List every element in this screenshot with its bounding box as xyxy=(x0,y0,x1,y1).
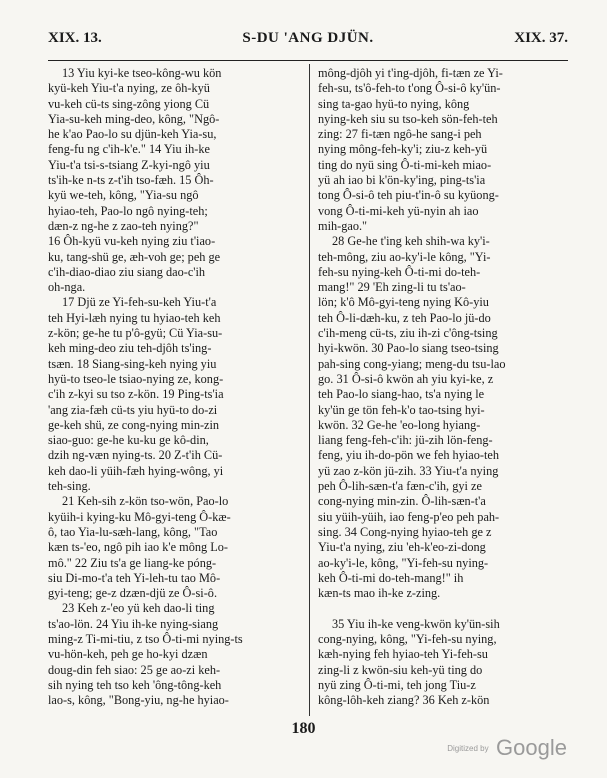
text-line: c'ih z-kyi su tso z-kön. 19 Ping-ts'ia xyxy=(48,387,224,402)
text-line: keh ming-deo ziu teh-djôh ts'ing- xyxy=(48,341,212,356)
text-line: mang!" 29 'Eh zing-li tu ts'ao- xyxy=(318,280,466,295)
text-line: sing. 34 Cong-nying hyiao-teh ge z xyxy=(318,524,492,539)
text-line: gyi-teng; ge-z dzæn-djü ze Ô-si-ô. xyxy=(48,586,218,601)
text-line: 35 Yiu ih-ke veng-kwön ky'ün-sih xyxy=(332,616,500,631)
text-line: hyü-to tseo-le tsiao-nying ze, kong- xyxy=(48,371,224,386)
text-line: Yiu-t'a tsi-s-tsiang Z-kyi-ngô yiu xyxy=(48,157,210,172)
text-line: feh-su, ts'ô-feh-to t'ong Ô-si-ô ky'ün- xyxy=(318,81,501,96)
text-line: lön; k'ô Mô-gyi-teng nying Kô-yiu xyxy=(318,295,489,310)
text-line: ts'ih-ke n-ts z-t'ih tso-fæh. 15 Ôh- xyxy=(48,173,214,188)
text-line: cong-nying min-zin. Ô-lih-sæn-t'a xyxy=(318,494,486,509)
text-line: ting do nyü sing Ô-ti-mi-keh miao- xyxy=(318,157,492,172)
text-line: tong Ô-si-ô teh piu-t'in-ô su kyüong- xyxy=(318,188,499,203)
text-line: teh-sing. xyxy=(48,479,91,494)
text-line: c'ih-meng cü-ts, ziu ih-zi c'ông-tsing xyxy=(318,326,498,341)
text-line: ku, tang-shü ge, æh-voh ge; peh ge xyxy=(48,249,221,264)
text-line: kæh-nying feh hyiao-teh Yi-feh-su xyxy=(318,647,488,662)
text-line: ky'ün ge tön feh-k'o tao-tsing hyi- xyxy=(318,402,485,417)
text-line: kông-lôh-keh ziang? 36 Keh z-kön xyxy=(318,693,490,708)
text-line: liang feng-feh-c'ih: jü-zih lön-feng- xyxy=(318,433,493,448)
text-line: doug-din feh siao: 25 ge ao-zi keh- xyxy=(48,662,221,677)
text-line: teh-mông, ziu ao-ky'i-le kông, "Yi- xyxy=(318,249,491,264)
text-line: sing ta-gao hyü-to nying, kông xyxy=(318,96,470,111)
text-line: 21 Keh-sih z-kön tso-wön, Pao-lo xyxy=(62,494,229,509)
text-line: vu-keh cü-ts sing-zông yiong Cü xyxy=(48,96,210,111)
text-line: vong Ô-ti-mi-keh yü-nyin ah iao xyxy=(318,203,479,218)
right-text-column xyxy=(318,66,570,708)
text-line: siu Di-mo-t'a teh Yi-leh-tu tao Mô- xyxy=(48,570,221,585)
text-line: zing: 27 fi-tæn ngô-he sang-i peh xyxy=(318,127,482,142)
text-line: 'ang zia-fæh cü-ts yiu hyü-to do-zi xyxy=(48,402,218,417)
text-line: teh Hyi-læh nying tu hyiao-teh keh xyxy=(48,310,221,325)
header-rule xyxy=(48,60,568,61)
text-line: nying-keh siu su tso-keh sön-feh-teh xyxy=(318,111,498,126)
text-line: nying mông-feh-ky'i; ziu-z keh-yü xyxy=(318,142,488,157)
text-line: ô, tao Yia-lu-sæh-lang, kông, "Tao xyxy=(48,524,218,539)
text-line: zing-li z kwön-siu keh-yü ting do xyxy=(318,662,483,677)
text-line: hyiao-teh, Pao-lo ngô nying-teh; xyxy=(48,203,208,218)
left-text-column xyxy=(48,66,302,708)
text-line: oh-nga. xyxy=(48,280,86,295)
text-line: dæn-z ng-he z zao-teh nying?" xyxy=(48,218,199,233)
text-line: ao-ky'i-le, kông, "Yi-feh-su nying- xyxy=(318,555,489,570)
text-line: vu-hön-keh, peh ge ho-kyi dzæn xyxy=(48,647,208,662)
text-line: 28 Ge-he t'ing keh shih-wa ky'i- xyxy=(332,234,490,249)
text-line: feng-fu ng c'ih-k'e." 14 Yiu ih-ke xyxy=(48,142,210,157)
text-line: kyüih-i kying-ku Mô-gyi-teng Ô-kæ- xyxy=(48,509,231,524)
text-line: siao-guo: ge-he ku-ku ge kô-din, xyxy=(48,433,209,448)
text-line: mô." 22 Ziu ts'a ge liang-ke póng- xyxy=(48,555,217,570)
text-line: keh Ô-ti-mi do-teh-mang!" ih xyxy=(318,570,464,585)
text-line: kæn ts-'eo, ngô pih iao k'e mông Lo- xyxy=(48,540,228,555)
text-line: yü ah iao bi k'ön-ky'ing, ping-ts'ia xyxy=(318,173,486,188)
column-divider xyxy=(309,64,310,716)
text-line: peh Ô-lih-sæn-t'a fæn-c'ih, gyi ze xyxy=(318,479,482,494)
text-line: he k'ao Pao-lo su djün-keh Yia-su, xyxy=(48,127,217,142)
digitized-watermark xyxy=(447,735,567,761)
text-line: ming-z Ti-mi-tiu, z tso Ô-ti-mi nying-ts xyxy=(48,631,243,646)
text-line: siu yüih-yüih, iao feng-p'eo peh pah- xyxy=(318,509,500,524)
text-line: nyü zing Ô-ti-mi, teh jong Tiu-z xyxy=(318,677,476,692)
text-line: 13 Yiu kyi-ke tseo-kông-wu kön xyxy=(62,66,222,80)
text-line: sih nying teh tso keh 'ông-tông-keh xyxy=(48,677,222,692)
text-line xyxy=(318,601,570,616)
watermark-prefix: Digitized by xyxy=(447,743,489,753)
text-line: hyi-kwön. 30 Pao-lo siang tseo-tsing xyxy=(318,341,499,356)
text-line: feng, yiu ih-do-pön we feh hyiao-teh xyxy=(318,448,499,463)
text-line: go. 31 Ô-si-ô kwön ah yiu kyi-ke, z xyxy=(318,371,494,386)
text-line: ge-keh shü, ze cong-nying min-zin xyxy=(48,417,220,432)
page-number: 180 xyxy=(291,720,316,737)
text-line: Yia-su-keh ming-deo, kông, "Ngô- xyxy=(48,111,220,126)
text-line: teh Ô-li-dæh-ku, z teh Pao-lo jü-do xyxy=(318,310,491,325)
text-line: keh dao-li yüih-fæh hying-wông, yi xyxy=(48,463,224,478)
text-line: Yiu-t'a nying, ziu 'eh-k'eo-zi-dong xyxy=(318,540,486,555)
text-line: 16 Ôh-kyü vu-keh nying ziu t'iao- xyxy=(48,234,216,249)
text-line: teh Pao-lo siang-hao, ts'a nying le xyxy=(318,387,485,402)
header-title: S-DU 'ANG DJÜN. xyxy=(242,30,374,46)
text-line: lao-s, kông, "Bong-yiu, ng-he hyiao- xyxy=(48,693,229,708)
text-line: 23 Keh z-'eo yü keh dao-li ting xyxy=(62,601,215,616)
text-line: 17 Djü ze Yi-feh-su-keh Yiu-t'a xyxy=(62,295,217,310)
text-line: ts'ao-lön. 24 Yiu ih-ke nying-siang xyxy=(48,616,219,631)
text-line: tsæn. 18 Siang-sing-keh nying yiu xyxy=(48,356,217,371)
text-line: c'ih-diao-diao ziu siang dao-c'ih xyxy=(48,264,206,279)
text-line: mông-djôh yi t'ing-djôh, fi-tæn ze Yi- xyxy=(318,66,503,80)
text-line: cong-nying, kông, "Yi-feh-su nying, xyxy=(318,631,497,646)
text-line: dzih ng-væn nying-ts. 20 Z-t'ih Cü- xyxy=(48,448,223,463)
header-right-reference: XIX. 37. xyxy=(514,30,568,46)
running-header xyxy=(48,28,568,52)
text-line: yü zao z-kön jü-zih. 33 Yiu-t'a nying xyxy=(318,463,499,478)
google-logo-text: Google xyxy=(496,735,567,760)
text-line: kyü we-teh, kông, "Yia-su ngô xyxy=(48,188,199,203)
text-line: kæn-ts mao ih-ke z-zing. xyxy=(318,586,441,601)
text-line: kwön. 32 Ge-he 'eo-long hyiang- xyxy=(318,417,481,432)
header-left-reference: XIX. 13. xyxy=(48,30,102,46)
text-line: pah-sing cong-yiang; meng-du tsu-lao xyxy=(318,356,506,371)
text-line: feh-su nying-keh Ô-ti-mi do-teh- xyxy=(318,264,481,279)
text-line: kyü-keh Yiu-t'a nying, ze ôh-kyü xyxy=(48,81,210,96)
text-line: z-kön; ge-he tu p'ô-gyü; Cü Yia-su- xyxy=(48,326,223,341)
text-line: mih-gao." xyxy=(318,218,368,233)
